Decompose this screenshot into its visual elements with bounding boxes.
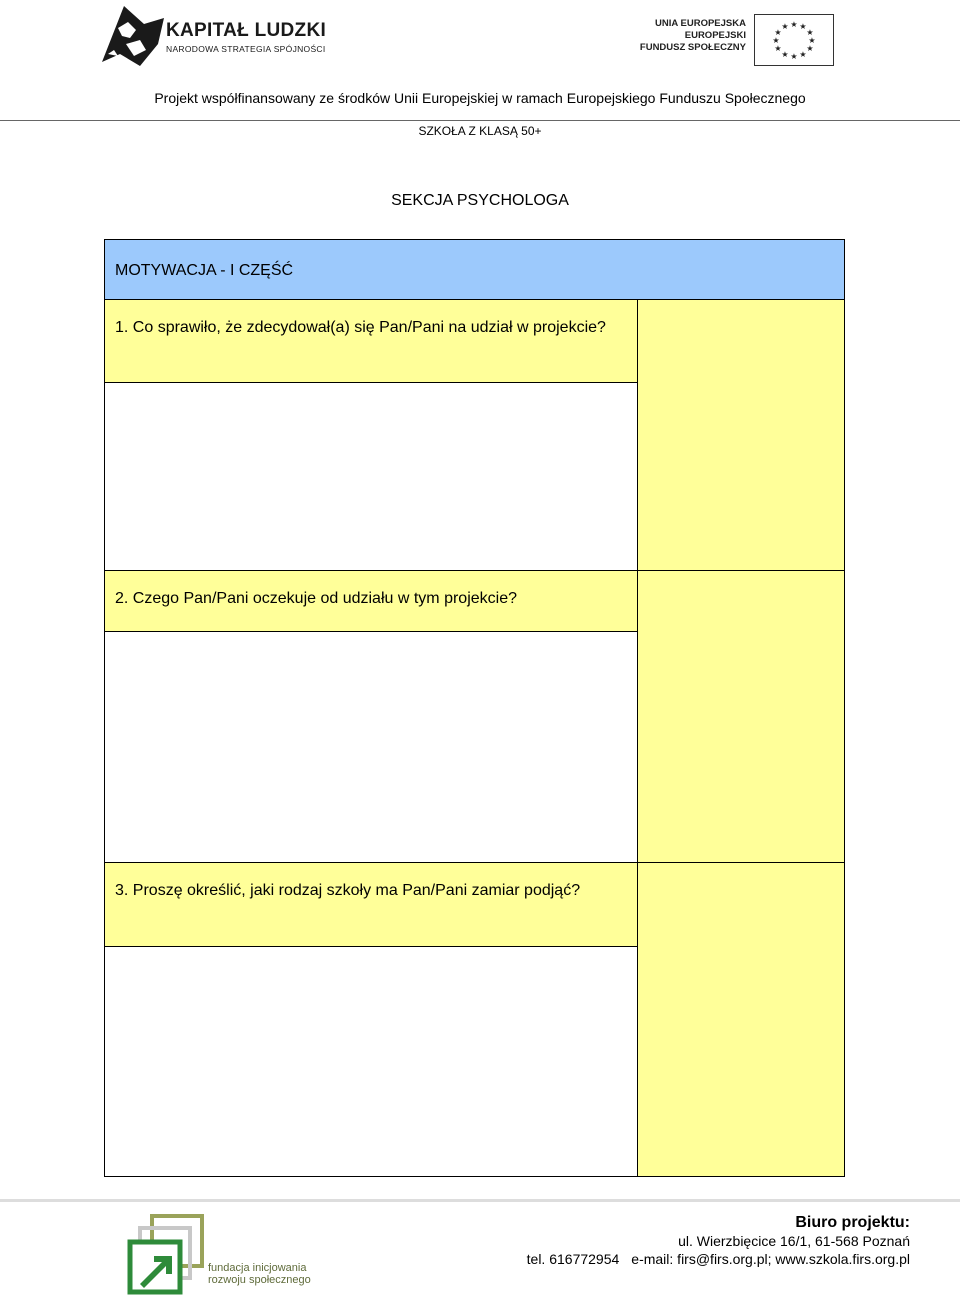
- motivation-header: MOTYWACJA - I CZĘŚĆ: [104, 239, 845, 300]
- svg-text:★: ★: [808, 36, 816, 45]
- firs-name: [208, 1262, 311, 1286]
- office-email-web[interactable]: e-mail: firs@firs.org.pl; www.szkola.firs.org.pl: [631, 1251, 910, 1267]
- kapital-ludzki-title: KAPITAŁ LUDZKI: [166, 20, 327, 41]
- eu-line-2: EUROPEJSKI: [684, 30, 746, 41]
- answer-field-1[interactable]: [104, 382, 638, 571]
- svg-text:★: ★: [774, 44, 782, 53]
- eu-line-1: UNIA EUROPEJSKA: [655, 18, 746, 29]
- question-3: 3. Proszę określić, jaki rodzaj szkoły ma Pan/Pani zamiar podjąć?: [104, 862, 638, 947]
- question-2: 2. Czego Pan/Pani oczekuje od udziału w tym projekcie?: [104, 570, 638, 632]
- office-contact: [527, 1251, 910, 1267]
- eu-flag-icon: [754, 14, 834, 66]
- svg-text:★: ★: [806, 28, 814, 37]
- header-divider: [0, 120, 960, 121]
- question-1: 1. Co sprawiło, że zdecydował(a) się Pan/Pani na udział w projekcie?: [104, 299, 638, 383]
- svg-text:★: ★: [772, 36, 780, 45]
- firs-name-line-1: fundacja inicjowania: [208, 1262, 307, 1274]
- cofinancing-statement: Projekt współfinansowany ze środków Unii Europejskiej w ramach Europejskiego Funduszu Społecznego: [154, 90, 806, 106]
- svg-text:★: ★: [774, 28, 782, 37]
- section-title: SEKCJA PSYCHOLOGA: [391, 192, 569, 209]
- svg-text:★: ★: [790, 52, 798, 61]
- firs-name-line-2: rozwoju społecznego: [208, 1274, 311, 1286]
- firs-logo-icon: [126, 1212, 206, 1296]
- svg-text:★: ★: [790, 20, 798, 29]
- svg-text:★: ★: [781, 50, 789, 59]
- office-title: Biuro projektu:: [795, 1214, 910, 1231]
- office-phone: tel. 616772954: [526, 1251, 620, 1267]
- kapital-ludzki-subtitle: NARODOWA STRATEGIA SPÓJNOŚCI: [166, 44, 326, 54]
- answer-field-3[interactable]: [104, 946, 638, 1177]
- svg-text:★: ★: [799, 50, 807, 59]
- svg-text:★: ★: [799, 22, 807, 31]
- side-column-cell: [637, 570, 845, 863]
- side-column-cell: [637, 862, 845, 1177]
- side-column-cell: [637, 299, 845, 571]
- footer-divider: [0, 1199, 960, 1202]
- svg-text:★: ★: [781, 22, 789, 31]
- kapital-ludzki-star-icon: [102, 6, 164, 66]
- office-address: ul. Wierzbięcice 16/1, 61-568 Poznań: [678, 1233, 910, 1249]
- eu-line-3: FUNDUSZ SPOŁECZNY: [639, 42, 746, 53]
- project-name: SZKOŁA Z KLASĄ 50+: [418, 124, 542, 138]
- eu-text-block: [600, 18, 746, 54]
- answer-field-2[interactable]: [104, 631, 638, 863]
- svg-text:★: ★: [806, 44, 814, 53]
